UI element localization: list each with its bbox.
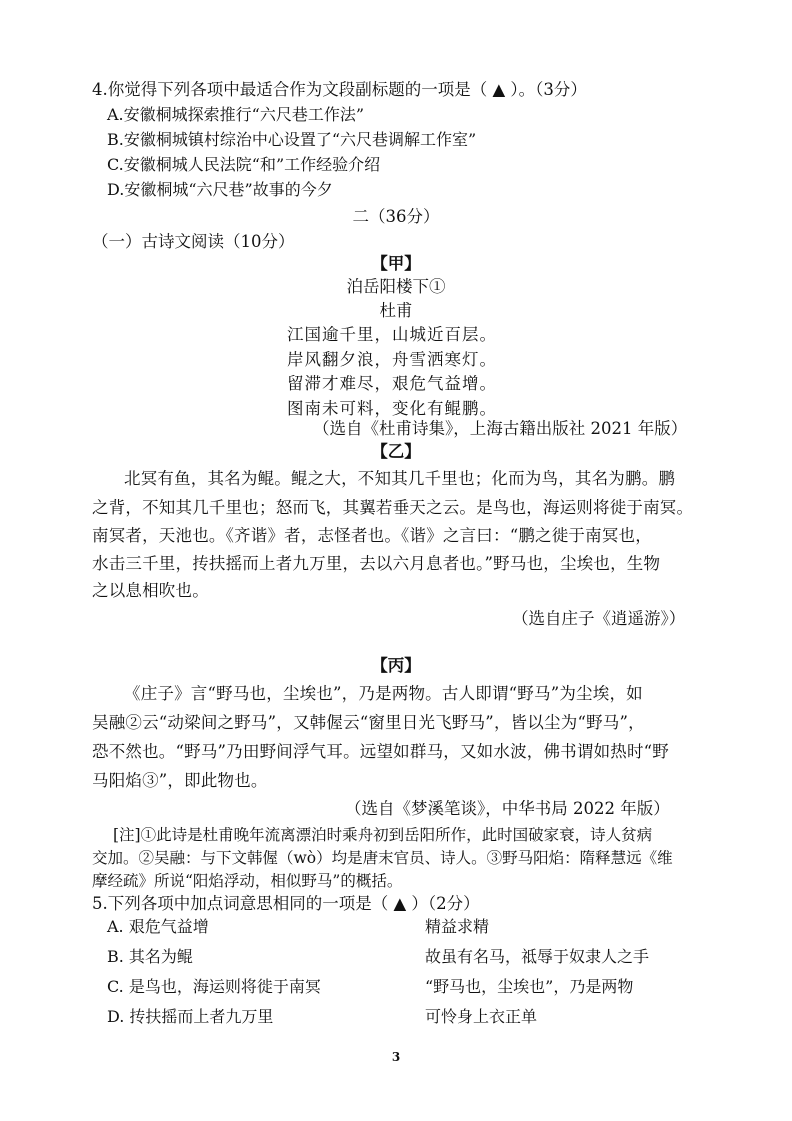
bing-source: （选自《梦溪笔谈》，中华书局 2022 年版） (345, 799, 670, 818)
poem-line-4: 图南未可料，变化有鲲鹏。 (287, 399, 497, 418)
q5-option-b-right: 故虽有名马，祗辱于奴隶人之手 (425, 947, 650, 966)
poem-author: 杜甫 (379, 301, 413, 320)
bing-line-4: 马阳焰③”，即此物也。 (92, 771, 268, 790)
poem-line-1: 江国逾千里，山城近百层。 (287, 325, 497, 344)
q5-option-a-right: 精益求精 (425, 917, 490, 936)
note-line-2: 交加。②吴融：与下文韩偓（wò）均是唐末官员、诗人。③野马阳焰：隋释慧远《维 (92, 849, 673, 867)
bing-line-1: 《庄子》言“野马也，尘埃也”，乃是两物。古人即谓“野马”为尘埃，如 (124, 684, 643, 703)
q5-option-c-right: “野马也，尘埃也”，乃是两物 (425, 977, 634, 996)
q5-option-a-left: A. 艰危气益增 (107, 917, 209, 936)
poem-line-3: 留滞才难尽，艰危气益增。 (287, 374, 497, 393)
section-title: 二（36分） (352, 207, 440, 226)
q5-option-d-left: D. 抟扶摇而上者九万里 (107, 1007, 274, 1026)
section-subtitle: （一）古诗文阅读（10分） (92, 232, 295, 251)
q4-option-d: D.安徽桐城“六尺巷”故事的今夕 (107, 180, 333, 199)
bing-line-3: 恐不然也。“野马”乃田野间浮气耳。远望如群马，又如水波，佛书谓如热时“野 (92, 742, 670, 761)
yi-line-2: 之背，不知其几千里也；怒而飞，其翼若垂天之云。是鸟也，海运则将徙于南冥。 (92, 498, 694, 517)
q4-option-c: C.安徽桐城人民法院“和”工作经验介绍 (107, 155, 381, 174)
q4-option-a: A.安徽桐城探索推行“六尺巷工作法” (107, 105, 365, 124)
q5-option-d-right: 可怜身上衣正单 (425, 1007, 538, 1026)
poem-line-2: 岸风翻夕浪，舟雪洒寒灯。 (287, 350, 497, 369)
yi-line-5: 之以息相吹也。 (92, 581, 209, 600)
bing-line-2: 吴融②云“动梁间之野马”，又韩偓云“窗里日光飞野马”，皆以尘为“野马”， (92, 713, 645, 732)
yi-line-4: 水击三千里，抟扶摇而上者九万里，去以六月息者也。”野马也，尘埃也，生物 (92, 554, 661, 573)
q5-stem: 5.下列各项中加点词意思相同的一项是（ ▲ ）（2分） (92, 894, 480, 913)
yi-source: （选自庄子《逍遥游》） (512, 609, 686, 628)
note-line-3: 摩经疏》所说“阳焰浮动，相似野马”的概括。 (92, 872, 403, 890)
yi-mark: 【乙】 (371, 442, 421, 461)
note-line-1: [注]①此诗是杜甫晚年流离漂泊时乘舟初到岳阳所作，此时国破家衰，诗人贫病 (113, 826, 653, 844)
bing-mark: 【丙】 (371, 656, 421, 675)
poem-title: 泊岳阳楼下① (346, 277, 446, 296)
page-number: 3 (391, 1050, 401, 1064)
q4-stem: 4.你觉得下列各项中最适合作为文段副标题的一项是（ ▲ ）。（3分） (92, 80, 587, 99)
jia-mark: 【甲】 (371, 254, 421, 273)
jia-source: （选自《杜甫诗集》，上海古籍出版社 2021 年版） (313, 419, 688, 438)
yi-line-3: 南冥者，天池也。《齐谐》者，志怪者也。《谐》之言曰：“鹏之徙于南冥也， (92, 526, 652, 545)
q4-option-b: B.安徽桐城镇村综治中心设置了“六尺巷调解工作室” (107, 130, 477, 149)
q5-option-b-left: B. 其名为鲲 (107, 947, 193, 966)
yi-line-1: 北冥有鱼，其名为鲲。鲲之大，不知其几千里也；化而为鸟，其名为鹏。鹏 (124, 469, 676, 488)
q5-option-c-left: C. 是鸟也，海运则将徙于南冥 (107, 977, 321, 996)
